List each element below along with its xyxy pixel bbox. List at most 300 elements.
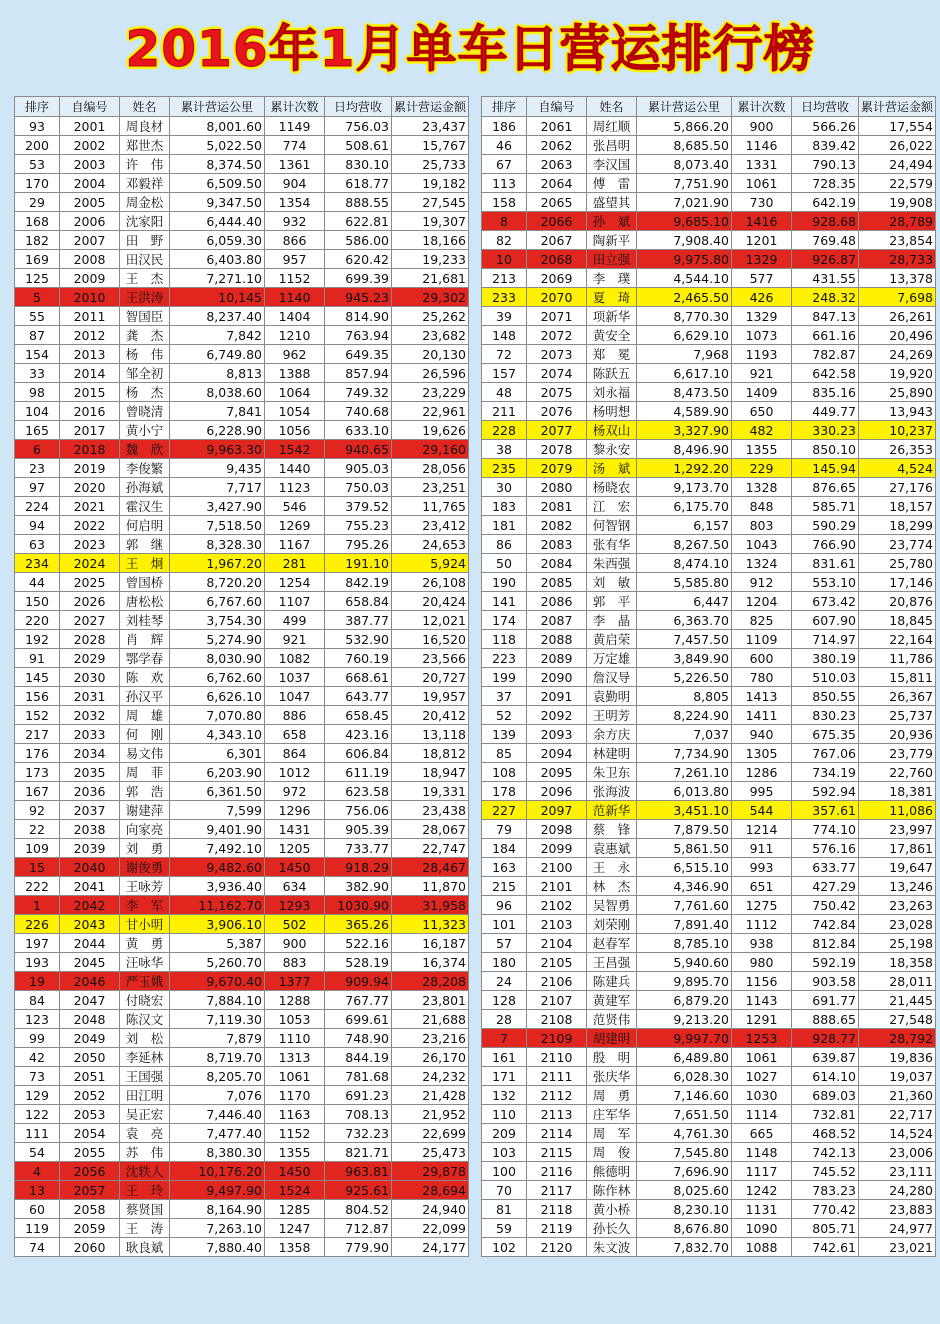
cell-driver-name: 苏 伟 [120,1143,170,1162]
cell-driver-name: 周 勇 [587,1086,637,1105]
cell-daily-revenue: 614.10 [792,1067,859,1086]
cell-daily-revenue: 760.19 [325,649,392,668]
cell-total-km: 6,059.30 [170,231,265,250]
table-row [15,915,469,934]
cell-total-trips: 864 [265,744,325,763]
cell-total-trips: 658 [265,725,325,744]
cell-total-km: 7,761.60 [637,896,732,915]
cell-driver-name: 许 伟 [120,155,170,174]
cell-car-number: 2103 [527,915,587,934]
cell-driver-name: 李延林 [120,1048,170,1067]
cell-rank: 157 [482,364,527,383]
cell-total-amount: 18,947 [392,763,469,782]
cell-daily-revenue: 812.84 [792,934,859,953]
cell-total-trips: 1275 [732,896,792,915]
cell-total-amount: 18,845 [859,611,936,630]
cell-daily-revenue: 830.23 [792,706,859,725]
cell-rank: 150 [15,592,60,611]
cell-total-km: 6,515.10 [637,858,732,877]
cell-total-amount: 15,767 [392,136,469,155]
cell-total-km: 7,651.50 [637,1105,732,1124]
cell-daily-revenue: 850.55 [792,687,859,706]
table-row [482,1010,936,1029]
cell-daily-revenue: 742.13 [792,1143,859,1162]
cell-car-number: 2073 [527,345,587,364]
table-row [15,1143,469,1162]
cell-total-amount: 11,086 [859,801,936,820]
cell-car-number: 2110 [527,1048,587,1067]
cell-rank: 30 [482,478,527,497]
cell-daily-revenue: 643.77 [325,687,392,706]
cell-total-trips: 1148 [732,1143,792,1162]
cell-rank: 74 [15,1238,60,1257]
table-row [15,573,469,592]
cell-driver-name: 林 杰 [587,877,637,896]
cell-car-number: 2071 [527,307,587,326]
cell-daily-revenue: 839.42 [792,136,859,155]
cell-total-trips: 1269 [265,516,325,535]
cell-total-amount: 16,187 [392,934,469,953]
cell-driver-name: 张海波 [587,782,637,801]
table-row [15,649,469,668]
cell-car-number: 2108 [527,1010,587,1029]
cell-rank: 39 [482,307,527,326]
cell-driver-name: 郭 继 [120,535,170,554]
cell-car-number: 2006 [60,212,120,231]
cell-rank: 180 [482,953,527,972]
cell-rank: 234 [15,554,60,573]
cell-total-amount: 15,811 [859,668,936,687]
cell-car-number: 2060 [60,1238,120,1257]
cell-daily-revenue: 905.39 [325,820,392,839]
cell-total-amount: 22,717 [859,1105,936,1124]
cell-daily-revenue: 905.03 [325,459,392,478]
cell-total-trips: 1242 [732,1181,792,1200]
table-row [482,307,936,326]
cell-total-trips: 1377 [265,972,325,991]
table-row [15,1219,469,1238]
table-row [15,839,469,858]
cell-car-number: 2041 [60,877,120,896]
table-row [15,896,469,915]
cell-rank: 86 [482,535,527,554]
cell-total-amount: 20,130 [392,345,469,364]
cell-rank: 70 [482,1181,527,1200]
cell-car-number: 2004 [60,174,120,193]
cell-total-amount: 7,698 [859,288,936,307]
cell-rank: 109 [15,839,60,858]
table-row [482,402,936,421]
table-row [482,972,936,991]
table-row [482,725,936,744]
cell-total-amount: 21,688 [392,1010,469,1029]
cell-total-km: 8,719.70 [170,1048,265,1067]
cell-driver-name: 杨 伟 [120,345,170,364]
cell-total-amount: 18,299 [859,516,936,535]
cell-driver-name: 鄂学春 [120,649,170,668]
table-row [482,991,936,1010]
table-row [15,1010,469,1029]
table-row [482,250,936,269]
cell-car-number: 2048 [60,1010,120,1029]
cell-total-km: 6,626.10 [170,687,265,706]
cell-daily-revenue: 928.68 [792,212,859,231]
cell-driver-name: 田江明 [120,1086,170,1105]
cell-total-km: 7,908.40 [637,231,732,250]
table-row [482,269,936,288]
header-total-amount: 累计营运金额 [392,97,469,117]
table-row [482,136,936,155]
cell-car-number: 2074 [527,364,587,383]
cell-total-amount: 26,367 [859,687,936,706]
cell-total-amount: 29,160 [392,440,469,459]
cell-driver-name: 刘永福 [587,383,637,402]
cell-rank: 152 [15,706,60,725]
table-row [15,1200,469,1219]
cell-rank: 28 [482,1010,527,1029]
cell-daily-revenue: 903.58 [792,972,859,991]
cell-total-amount: 28,789 [859,212,936,231]
cell-car-number: 2091 [527,687,587,706]
cell-total-km: 8,785.10 [637,934,732,953]
cell-total-trips: 1254 [265,573,325,592]
cell-driver-name: 王 涛 [120,1219,170,1238]
page-title: 2016年1月单车日营运排行榜 [125,20,815,78]
cell-rank: 224 [15,497,60,516]
cell-total-amount: 24,940 [392,1200,469,1219]
cell-driver-name: 朱卫东 [587,763,637,782]
table-row [15,820,469,839]
cell-rank: 96 [482,896,527,915]
cell-daily-revenue: 382.90 [325,877,392,896]
table-row [15,307,469,326]
table-row [15,402,469,421]
cell-total-amount: 11,870 [392,877,469,896]
cell-daily-revenue: 592.94 [792,782,859,801]
cell-total-trips: 1205 [265,839,325,858]
cell-daily-revenue: 590.29 [792,516,859,535]
cell-total-amount: 18,157 [859,497,936,516]
cell-rank: 148 [482,326,527,345]
cell-total-trips: 577 [732,269,792,288]
cell-total-trips: 780 [732,668,792,687]
cell-daily-revenue: 712.87 [325,1219,392,1238]
cell-total-km: 9,895.70 [637,972,732,991]
cell-daily-revenue: 781.68 [325,1067,392,1086]
cell-total-trips: 1524 [265,1181,325,1200]
cell-total-amount: 21,360 [859,1086,936,1105]
cell-car-number: 2031 [60,687,120,706]
cell-total-km: 8,685.50 [637,136,732,155]
table-row [15,706,469,725]
cell-daily-revenue: 835.16 [792,383,859,402]
cell-total-km: 8,205.70 [170,1067,265,1086]
cell-car-number: 2049 [60,1029,120,1048]
cell-total-km: 7,518.50 [170,516,265,535]
cell-driver-name: 邓毅祥 [120,174,170,193]
table-row [15,478,469,497]
cell-car-number: 2034 [60,744,120,763]
cell-total-trips: 938 [732,934,792,953]
cell-daily-revenue: 191.10 [325,554,392,573]
cell-total-km: 8,025.60 [637,1181,732,1200]
header-name: 姓名 [120,97,170,117]
table-row [15,345,469,364]
cell-daily-revenue: 767.77 [325,991,392,1010]
table-row [482,763,936,782]
cell-driver-name: 李汉国 [587,155,637,174]
cell-daily-revenue: 750.42 [792,896,859,915]
cell-total-km: 1,967.20 [170,554,265,573]
cell-total-trips: 866 [265,231,325,250]
table-row [15,231,469,250]
cell-total-km: 4,343.10 [170,725,265,744]
cell-total-amount: 24,269 [859,345,936,364]
cell-total-amount: 21,952 [392,1105,469,1124]
table-row [482,877,936,896]
cell-total-km: 5,585.80 [637,573,732,592]
cell-daily-revenue: 528.19 [325,953,392,972]
cell-car-number: 2026 [60,592,120,611]
cell-rank: 235 [482,459,527,478]
cell-daily-revenue: 749.32 [325,383,392,402]
cell-total-amount: 19,233 [392,250,469,269]
cell-daily-revenue: 639.87 [792,1048,859,1067]
cell-driver-name: 汤 斌 [587,459,637,478]
cell-rank: 141 [482,592,527,611]
cell-rank: 23 [15,459,60,478]
cell-rank: 223 [482,649,527,668]
cell-total-km: 7,751.90 [637,174,732,193]
cell-car-number: 2033 [60,725,120,744]
cell-total-trips: 904 [265,174,325,193]
cell-daily-revenue: 468.52 [792,1124,859,1143]
cell-total-amount: 17,861 [859,839,936,858]
cell-total-km: 7,545.80 [637,1143,732,1162]
cell-car-number: 2045 [60,953,120,972]
cell-total-km: 3,427.90 [170,497,265,516]
cell-total-trips: 1450 [265,858,325,877]
cell-total-km: 3,327.90 [637,421,732,440]
cell-total-trips: 1361 [265,155,325,174]
cell-daily-revenue: 661.16 [792,326,859,345]
cell-rank: 1 [15,896,60,915]
cell-daily-revenue: 357.61 [792,801,859,820]
cell-driver-name: 孙长久 [587,1219,637,1238]
cell-driver-name: 周 军 [587,1124,637,1143]
table-row [482,193,936,212]
cell-total-trips: 1210 [265,326,325,345]
cell-driver-name: 吴正宏 [120,1105,170,1124]
cell-total-trips: 932 [265,212,325,231]
cell-total-trips: 886 [265,706,325,725]
cell-daily-revenue: 814.90 [325,307,392,326]
cell-driver-name: 何启明 [120,516,170,535]
table-row [482,687,936,706]
cell-rank: 67 [482,155,527,174]
cell-driver-name: 庄军华 [587,1105,637,1124]
cell-driver-name: 吴智勇 [587,896,637,915]
cell-total-amount: 21,428 [392,1086,469,1105]
cell-total-amount: 13,118 [392,725,469,744]
table-row [482,117,936,136]
cell-car-number: 2023 [60,535,120,554]
cell-driver-name: 张有华 [587,535,637,554]
header-daily-revenue: 日均营收 [325,97,392,117]
cell-total-km: 7,037 [637,725,732,744]
cell-total-amount: 13,246 [859,877,936,896]
cell-total-trips: 1064 [265,383,325,402]
cell-total-km: 7,832.70 [637,1238,732,1257]
cell-car-number: 2085 [527,573,587,592]
cell-total-km: 4,544.10 [637,269,732,288]
cell-driver-name: 杨晓农 [587,478,637,497]
table-row [482,1105,936,1124]
cell-total-km: 8,496.90 [637,440,732,459]
cell-total-km: 7,021.90 [637,193,732,212]
cell-total-trips: 940 [732,725,792,744]
cell-daily-revenue: 876.65 [792,478,859,497]
cell-rank: 100 [482,1162,527,1181]
cell-total-amount: 31,958 [392,896,469,915]
cell-daily-revenue: 699.61 [325,1010,392,1029]
cell-total-amount: 25,737 [859,706,936,725]
table-row [15,212,469,231]
cell-driver-name: 王洪涛 [120,288,170,307]
cell-daily-revenue: 566.26 [792,117,859,136]
table-row [482,516,936,535]
header-rank: 排序 [15,97,60,117]
cell-total-amount: 14,524 [859,1124,936,1143]
cell-rank: 227 [482,801,527,820]
table-row [482,1181,936,1200]
cell-rank: 63 [15,535,60,554]
cell-rank: 24 [482,972,527,991]
cell-daily-revenue: 510.03 [792,668,859,687]
cell-total-km: 9,997.70 [637,1029,732,1048]
cell-daily-revenue: 1030.90 [325,896,392,915]
cell-total-km: 7,842 [170,326,265,345]
cell-total-km: 8,224.90 [637,706,732,725]
cell-total-km: 7,457.50 [637,630,732,649]
table-row [15,991,469,1010]
cell-rank: 181 [482,516,527,535]
cell-total-amount: 25,262 [392,307,469,326]
cell-driver-name: 孙 斌 [587,212,637,231]
cell-driver-name: 周良材 [120,117,170,136]
cell-total-amount: 19,836 [859,1048,936,1067]
cell-car-number: 2010 [60,288,120,307]
table-row [15,1238,469,1257]
cell-car-number: 2094 [527,744,587,763]
cell-total-amount: 20,412 [392,706,469,725]
cell-total-trips: 1409 [732,383,792,402]
cell-total-trips: 1053 [265,1010,325,1029]
cell-driver-name: 陈汉文 [120,1010,170,1029]
cell-total-trips: 1131 [732,1200,792,1219]
cell-car-number: 2083 [527,535,587,554]
cell-car-number: 2118 [527,1200,587,1219]
cell-total-km: 5,387 [170,934,265,953]
cell-daily-revenue: 607.90 [792,611,859,630]
cell-total-amount: 25,890 [859,383,936,402]
cell-driver-name: 胡建明 [587,1029,637,1048]
cell-rank: 170 [15,174,60,193]
cell-total-amount: 19,920 [859,364,936,383]
cell-driver-name: 李 军 [120,896,170,915]
cell-driver-name: 陈建兵 [587,972,637,991]
table-row [15,250,469,269]
cell-rank: 123 [15,1010,60,1029]
cell-total-trips: 1450 [265,1162,325,1181]
cell-total-km: 2,465.50 [637,288,732,307]
cell-total-km: 6,749.80 [170,345,265,364]
cell-daily-revenue: 330.23 [792,421,859,440]
cell-total-km: 7,696.90 [637,1162,732,1181]
cell-total-trips: 665 [732,1124,792,1143]
cell-car-number: 2030 [60,668,120,687]
table-row [482,1162,936,1181]
cell-rank: 113 [482,174,527,193]
cell-total-amount: 11,323 [392,915,469,934]
cell-total-amount: 22,961 [392,402,469,421]
cell-rank: 7 [482,1029,527,1048]
cell-rank: 22 [15,820,60,839]
cell-driver-name: 詹汉导 [587,668,637,687]
cell-rank: 42 [15,1048,60,1067]
cell-total-km: 8,328.30 [170,535,265,554]
cell-total-trips: 921 [265,630,325,649]
cell-car-number: 2036 [60,782,120,801]
cell-car-number: 2016 [60,402,120,421]
cell-driver-name: 杨 杰 [120,383,170,402]
cell-total-km: 7,884.10 [170,991,265,1010]
ranking-table-left [14,96,469,1257]
cell-rank: 82 [482,231,527,250]
cell-daily-revenue: 732.23 [325,1124,392,1143]
cell-total-trips: 1061 [732,1048,792,1067]
cell-total-amount: 13,943 [859,402,936,421]
cell-car-number: 2095 [527,763,587,782]
cell-daily-revenue: 790.13 [792,155,859,174]
cell-total-trips: 546 [265,497,325,516]
cell-driver-name: 王 玲 [120,1181,170,1200]
cell-car-number: 2086 [527,592,587,611]
cell-total-km: 9,173.70 [637,478,732,497]
table-row [15,459,469,478]
cell-rank: 104 [15,402,60,421]
cell-total-km: 7,446.40 [170,1105,265,1124]
cell-total-trips: 980 [732,953,792,972]
cell-driver-name: 龚 杰 [120,326,170,345]
cell-daily-revenue: 842.19 [325,573,392,592]
cell-driver-name: 王昌强 [587,953,637,972]
cell-total-amount: 24,977 [859,1219,936,1238]
cell-total-amount: 19,037 [859,1067,936,1086]
cell-total-amount: 23,111 [859,1162,936,1181]
cell-car-number: 2050 [60,1048,120,1067]
cell-total-km: 5,260.70 [170,953,265,972]
cell-driver-name: 曾晓清 [120,402,170,421]
cell-total-km: 7,734.90 [637,744,732,763]
table-row [15,782,469,801]
cell-total-km: 8,813 [170,364,265,383]
cell-rank: 81 [482,1200,527,1219]
cell-car-number: 2007 [60,231,120,250]
cell-rank: 217 [15,725,60,744]
cell-daily-revenue: 805.71 [792,1219,859,1238]
cell-daily-revenue: 633.10 [325,421,392,440]
